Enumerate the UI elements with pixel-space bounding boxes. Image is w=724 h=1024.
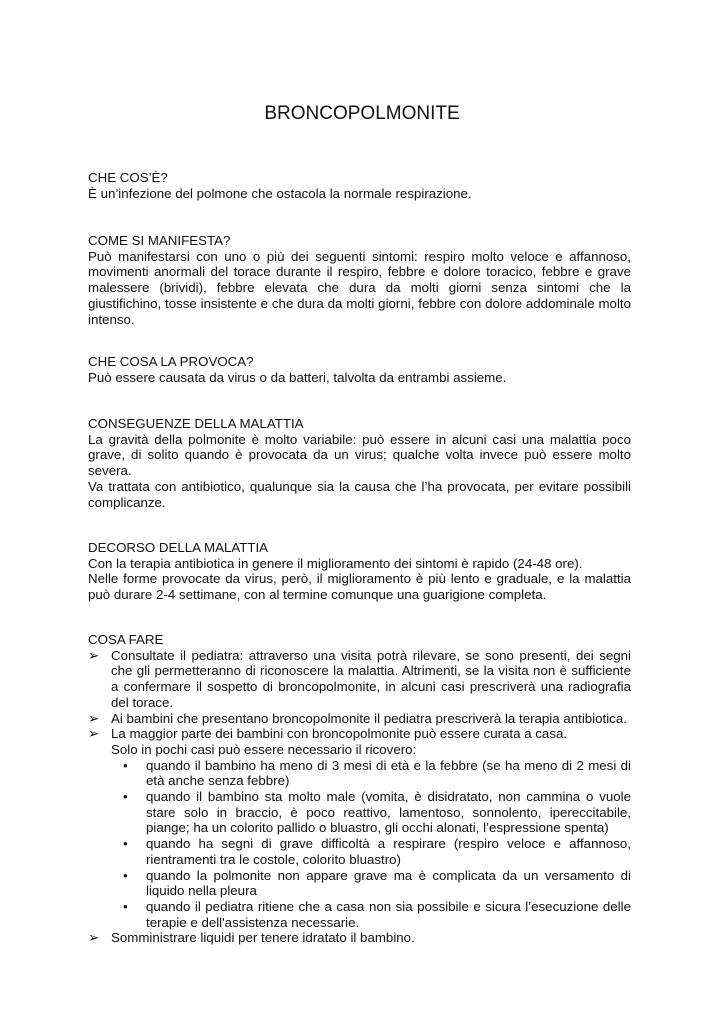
section-heading: COSA FARE (88, 632, 164, 647)
section-decorso (88, 540, 631, 603)
section-che-cosa-la-provoca (88, 354, 631, 385)
sub-list-item (111, 758, 631, 789)
ricovero-list (111, 758, 631, 931)
section-che-cose (88, 170, 631, 201)
arrow-bullet-icon: ➢ (88, 930, 100, 946)
section-heading: COME SI MANIFESTA? (88, 233, 231, 248)
sub-list-item-text: quando il pediatra ritiene che a casa non sia possibile e sicura l’esecuzione delle terapie e dell'assistenza necessarie. (146, 898, 631, 930)
section-heading: CHE COSA LA PROVOCA? (88, 354, 254, 369)
list-item (88, 648, 631, 711)
list-item-text: Consultate il pediatra: attraverso una visita potrà rilevare, se sono presenti, dei segni che gli permetteranno di riconoscere la malattia. Altrimenti, se la visita non è sufficiente a confermare il sospetto di broncopolmonite, in alcuni casi prescriverà una radiografia del torace. (111, 647, 631, 710)
list-item (88, 726, 631, 930)
list-item (88, 711, 631, 727)
section-paragraph: Nelle forme provocate da virus, però, il miglioramento è più lento e graduale, e la malattia può durare 2-4 settimane, con al termine comunque una guarigione completa. (88, 571, 631, 603)
section-heading: DECORSO DELLA MALATTIA (88, 540, 269, 555)
dot-bullet-icon: • (123, 836, 128, 852)
arrow-bullet-icon: ➢ (88, 647, 100, 663)
sub-list-item (111, 836, 631, 867)
section-cosa-fare (88, 632, 631, 946)
section-heading: CONSEGUENZE DELLA MALATTIA (88, 416, 304, 431)
arrow-bullet-icon: ➢ (88, 726, 100, 742)
arrow-bullet-icon: ➢ (88, 710, 100, 726)
dot-bullet-icon: • (123, 789, 128, 805)
sub-list-item-text: quando il bambino ha meno di 3 mesi di età e la febbre (se ha meno di 2 mesi di età anche senza febbre) (146, 757, 631, 789)
section-paragraph: È un’infezione del polmone che ostacola la normale respirazione. (88, 185, 472, 201)
sub-list-item-text: quando ha segni di grave difficoltà a respirare (respiro veloce e affannoso, rientramenti tra le costole, colorito bluastro) (146, 836, 631, 867)
section-paragraph: Può manifestarsi con uno o più dei seguenti sintomi: respiro molto veloce e affannoso, movimenti anormali del torace durante il respiro, febbre e dolore toracico, febbre e grave malessere (brividi), febbre elevata che dura da molti giorni senza sintomi che la giustifichino, tosse insistente e che dura da molti giorni, febbre con dolore addominale molto intenso. (88, 248, 631, 327)
sub-list-item (111, 868, 631, 899)
dot-bullet-icon: • (123, 757, 128, 773)
section-come-si-manifesta (88, 233, 631, 327)
list-item-text: Ai bambini che presentano broncopolmonite il pediatra prescriverà la terapia antibiotica. (111, 710, 627, 726)
sub-list-item (111, 789, 631, 836)
section-paragraph: La gravità della polmonite è molto variabile: può essere in alcuni casi una malattia poco grave, di solito quando è provocata da un virus; qualche volta invece può essere molto severa. (88, 431, 631, 479)
section-paragraph: Va trattata con antibiotico, qualunque sia la causa che l’ha provocata, per evitare possibili complicanze. (88, 478, 631, 510)
section-heading: CHE COS’È? (88, 170, 168, 185)
section-paragraph: Può essere causata da virus o da batteri, talvolta da entrambi assieme. (88, 369, 507, 385)
sub-list-item-text: quando la polmonite non appare grave ma è complicata da un versamento di liquido nella pleura (146, 867, 631, 899)
sub-list-item (111, 899, 631, 930)
list-item-text: Somministrare liquidi per tenere idratato il bambino. (111, 930, 415, 946)
section-paragraph: Con la terapia antibiotica in genere il miglioramento dei sintomi è rapido (24-48 ore). (88, 555, 583, 571)
page-title: BRONCOPOLMONITE (264, 103, 460, 124)
section-conseguenze (88, 416, 631, 510)
list-item (88, 930, 631, 946)
ricovero-intro: Solo in pochi casi può essere necessario il ricovero: (111, 741, 417, 757)
dot-bullet-icon: • (123, 898, 128, 914)
list-item-text: La maggior parte dei bambini con broncopolmonite può essere curata a casa. (111, 726, 568, 742)
cosa-fare-list (88, 648, 631, 946)
sub-list-item-text: quando il bambino sta molto male (vomita, è disidratato, non cammina o vuole stare solo in braccio, è poco reattivo, lamentoso, sonnolento, ipereccitabile, piange; ha un colorito pallido o bluastro, gli occhi alonati, l’espressione spenta) (146, 789, 631, 836)
dot-bullet-icon: • (123, 867, 128, 883)
